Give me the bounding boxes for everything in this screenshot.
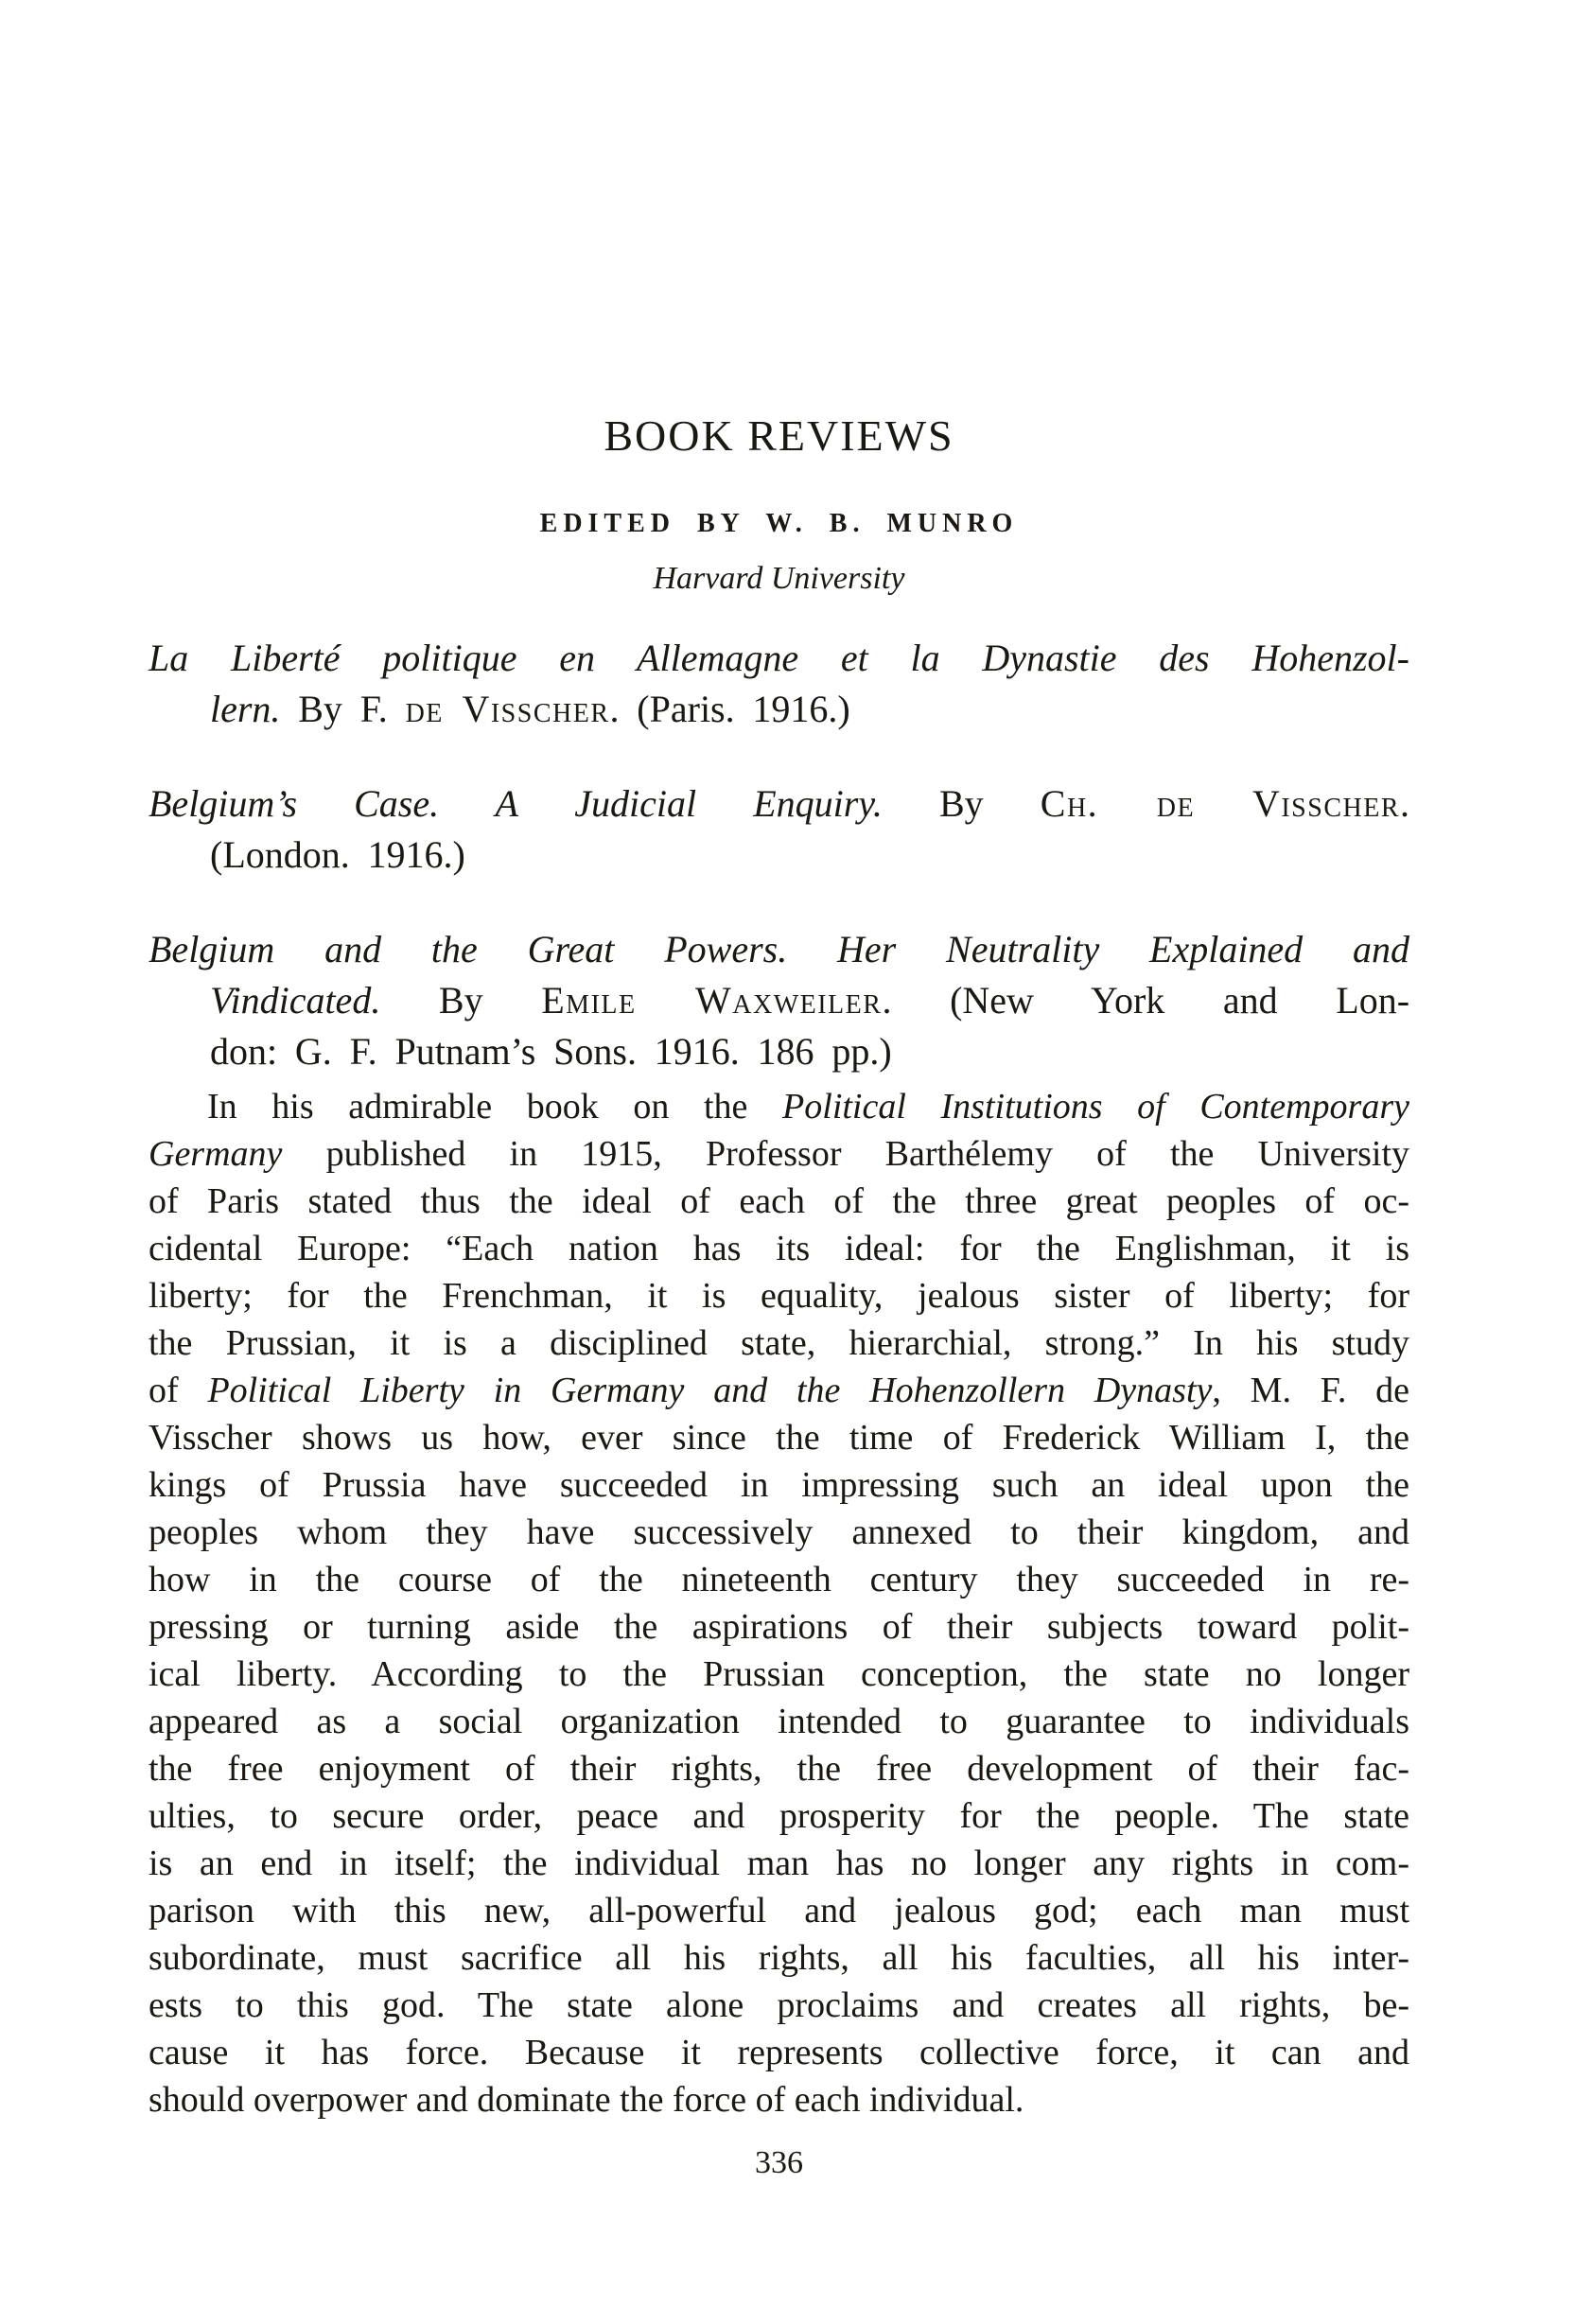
review-paragraph: [149, 1083, 1409, 2123]
text-line: [149, 1461, 1409, 1509]
text-segment: Germany: [149, 1133, 283, 1174]
book-entry: [149, 633, 1409, 735]
text-segment: Belgium and the Great Powers. Her Neutrality Explained and: [149, 927, 1409, 970]
text-segment: subordinate, must sacrifice all his rights, all his faculties, all his inter-: [149, 1937, 1409, 1978]
text-line: [149, 1509, 1409, 1556]
text-line: [149, 1272, 1409, 1319]
page-footer: [149, 2144, 1409, 2183]
text-segment: , M. F. de: [1212, 1370, 1410, 1410]
text-segment: Political Institutions of Contemporary: [782, 1086, 1409, 1127]
text-line: [149, 1026, 1409, 1077]
text-segment: should overpower and dominate the force of each individual.: [149, 2079, 1024, 2120]
text-segment: La Liberté politique en Allemagne et la Dynastie des Hohenzol-: [149, 636, 1409, 679]
text-segment: how in the course of the nineteenth century they succeeded in re-: [149, 1559, 1409, 1599]
text-segment: Ch. de Visscher: [1040, 781, 1401, 825]
text-line: [149, 1982, 1409, 2029]
text-line: [149, 1651, 1409, 1698]
text-segment: of: [149, 1370, 208, 1410]
text-segment: peoples whom they have successively annexed to their kingdom, and: [149, 1511, 1409, 1552]
text-line: [149, 1130, 1409, 1178]
text-line: [149, 1319, 1409, 1367]
text-line: [149, 2029, 1409, 2076]
text-line: [149, 1745, 1409, 1792]
text-line: [149, 924, 1409, 975]
book-entry: [149, 778, 1409, 881]
text-segment: de Visscher: [405, 687, 610, 730]
text-line: [149, 2076, 1409, 2123]
text-line: [149, 1225, 1409, 1272]
text-line: [149, 1414, 1409, 1461]
text-segment: ical liberty. According to the Prussian conception, the state no longer: [149, 1653, 1409, 1694]
text-line: [149, 633, 1409, 684]
text-segment: By F.: [280, 687, 406, 730]
text-segment: By: [882, 781, 1041, 825]
text-line: [149, 1556, 1409, 1603]
text-line: [149, 830, 1409, 881]
text-segment: pressing or turning aside the aspirations of their subjects toward polit-: [149, 1606, 1409, 1647]
text-segment: ulties, to secure order, peace and prosperity for the people. The state: [149, 1795, 1409, 1836]
text-line: [149, 1934, 1409, 1982]
text-segment: .: [1400, 781, 1410, 825]
text-segment: the free enjoyment of their rights, the free development of their fac-: [149, 1748, 1409, 1789]
text-segment: published in 1915, Professor Barthélemy of the University: [282, 1133, 1409, 1174]
text-segment: Emile Waxweiler: [541, 978, 883, 1022]
text-segment: Belgium’s Case. A Judicial Enquiry.: [149, 781, 883, 825]
text-segment: Political Liberty in Germany and the Hohenzollern Dynasty: [207, 1370, 1213, 1410]
text-segment: kings of Prussia have succeeded in impressing such an ideal upon the: [149, 1464, 1409, 1505]
text-line: [149, 1887, 1409, 1934]
affiliation: Harvard University: [653, 561, 905, 596]
text-segment: appeared as a social organization intended to guarantee to individuals: [149, 1701, 1409, 1741]
text-segment: . (New York and Lon-: [882, 978, 1410, 1022]
text-segment: cidental Europe: “Each nation has its ideal: for the Englishman, it is: [149, 1228, 1409, 1268]
text-line: [149, 1840, 1409, 1887]
text-segment: By: [380, 978, 542, 1022]
text-segment: . (Paris. 1916.): [609, 687, 850, 730]
text-segment: (London. 1916.): [210, 832, 465, 876]
text-segment: is an end in itself; the individual man has no longer any rights in com-: [149, 1843, 1409, 1883]
text-segment: don: G. F. Putnam’s Sons. 1916. 186 pp.): [210, 1029, 892, 1073]
text-segment: cause it has force. Because it represents collective force, it can and: [149, 2032, 1409, 2072]
book-entries: [149, 633, 1409, 1077]
text-line: [149, 1367, 1409, 1414]
text-line: [149, 1178, 1409, 1225]
page-title: BOOK REVIEWS: [604, 411, 954, 460]
text-segment: parison with this new, all-powerful and jealous god; each man must: [149, 1890, 1409, 1931]
text-line: [149, 1698, 1409, 1745]
text-segment: Visscher shows us how, ever since the time of Frederick William I, the: [149, 1417, 1409, 1458]
text-line: [149, 1083, 1409, 1130]
text-line: [149, 1603, 1409, 1651]
book-entry: [149, 924, 1409, 1077]
text-segment: Vindicated.: [210, 978, 381, 1022]
text-segment: liberty; for the Frenchman, it is equality, jealous sister of liberty; for: [149, 1275, 1409, 1316]
text-line: [149, 684, 1409, 735]
text-segment: ests to this god. The state alone proclaims and creates all rights, be-: [149, 1984, 1409, 2025]
text-line: [149, 778, 1409, 830]
page-header: [149, 411, 1409, 599]
text-segment: lern.: [210, 687, 281, 730]
text-segment: In his admirable book on the: [207, 1086, 783, 1127]
edited-by-line: EDITED BY W. B. MUNRO: [539, 509, 1019, 538]
text-segment: the Prussian, it is a disciplined state, hierarchial, strong.” In his study: [149, 1322, 1409, 1363]
text-line: [149, 1792, 1409, 1840]
text-segment: of Paris stated thus the ideal of each of the three great peoples of oc-: [149, 1180, 1409, 1221]
text-line: [149, 975, 1409, 1026]
page-number: 336: [755, 2144, 803, 2180]
